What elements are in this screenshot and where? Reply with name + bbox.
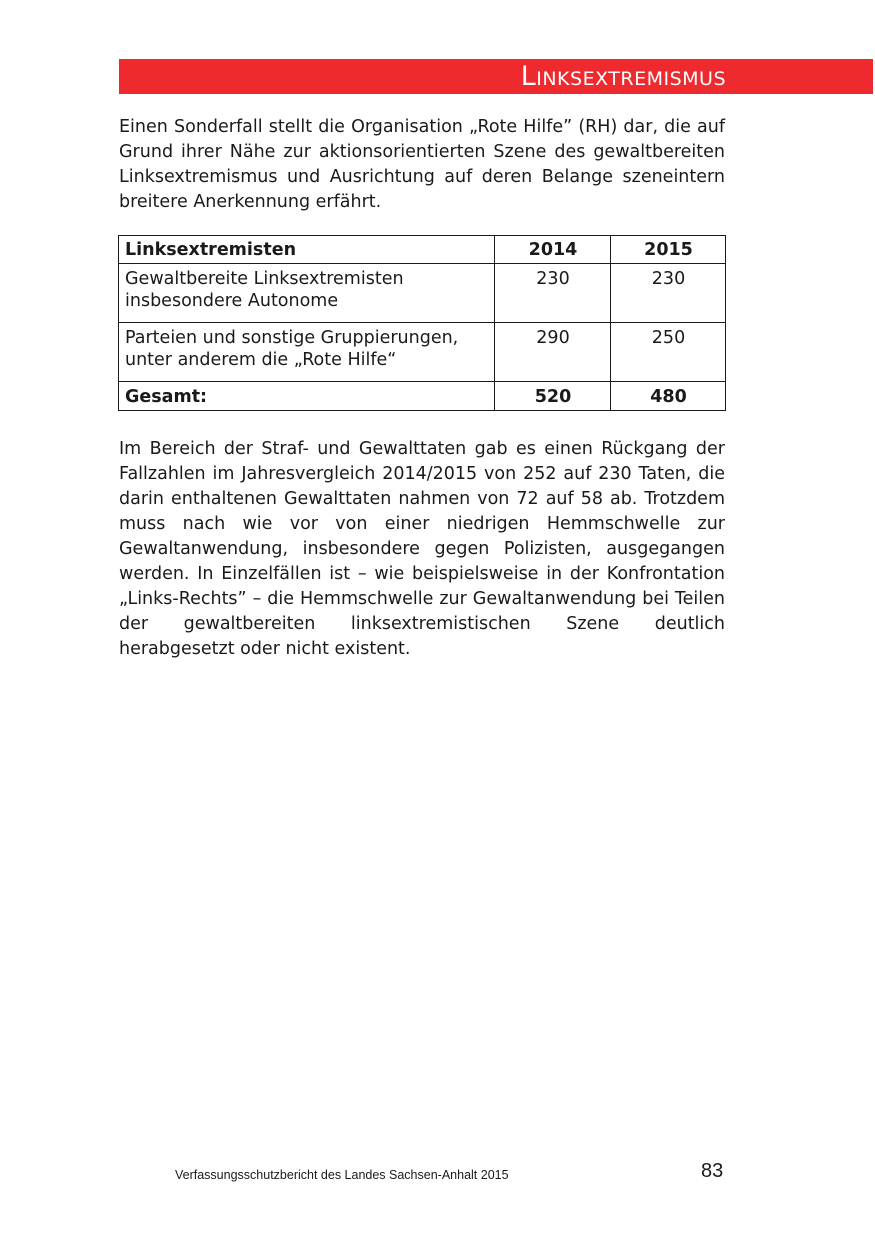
- table-header-row: [119, 236, 726, 264]
- table-header-2015: 2015: [611, 236, 726, 264]
- table-header-2014: 2014: [495, 236, 611, 264]
- chapter-header-bar: [119, 59, 873, 94]
- intro-paragraph: Einen Sonderfall stellt die Organisation „Rote Hilfe” (RH) dar, die auf Grund ihrer Nähe zur aktionsorientierten Szene des gewaltbereiten Linksextremismus und Ausrichtung auf deren Belange szeneintern breitere Anerkennung erfährt.: [119, 117, 725, 212]
- table-cell-category: Gewaltbereite Linksextremisten insbesondere Autonome: [119, 264, 495, 323]
- table-cell-2015: 250: [611, 323, 726, 382]
- table-total-row: [119, 382, 726, 411]
- table-cell-2014: 230: [495, 264, 611, 323]
- table-total-label: Gesamt:: [119, 382, 495, 411]
- table-cell-2015: 230: [611, 264, 726, 323]
- crime-statistics-paragraph: Im Bereich der Straf- und Gewalttaten gab es einen Rückgang der Fallzahlen im Jahresvergleich 2014/2015 von 252 auf 230 Taten, die darin enthaltenen Gewalttaten nahmen von 72 auf 58 ab. Trotzdem muss nach wie vor von einer niedrigen Hemmschwelle zur Gewaltanwendung, insbesondere gegen Polizisten, ausgegangen werden. In Einzelfällen ist – wie beispielsweise in der Konfrontation „Links-Rechts” – die Hemmschwelle zur Gewaltanwendung bei Teilen der gewaltbereiten linksextremistischen Szene deutlich herabgesetzt oder nicht existent.: [119, 439, 725, 659]
- chapter-title: Linksextremismus: [520, 61, 726, 92]
- table-header-category: Linksextremisten: [119, 236, 495, 264]
- footer-publication-title: Verfassungsschutzbericht des Landes Sachsen-Anhalt 2015: [175, 1168, 509, 1182]
- table-row: [119, 323, 726, 382]
- page-number: 83: [701, 1160, 724, 1182]
- table-cell-2014: 290: [495, 323, 611, 382]
- statistics-table: [118, 235, 726, 411]
- table-total-2015: 480: [611, 382, 726, 411]
- table-cell-category: Parteien und sonstige Gruppierungen, unter anderem die „Rote Hilfe“: [119, 323, 495, 382]
- table-row: [119, 264, 726, 323]
- table-total-2014: 520: [495, 382, 611, 411]
